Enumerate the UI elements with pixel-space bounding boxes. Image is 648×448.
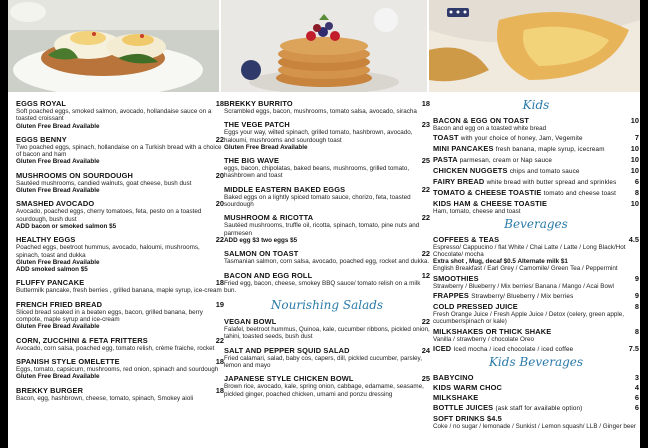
menu-item: [224, 374, 430, 398]
menu-item: [224, 213, 430, 244]
menu-item: [433, 403, 639, 413]
item-desc: tomato and cheese toast: [543, 190, 617, 198]
item-note: ADD egg $3 two eggs $5: [224, 236, 298, 244]
item-name: VEGAN BOWL: [224, 317, 277, 327]
menu-item: [224, 120, 430, 151]
item-name: MINI PANCAKES: [433, 144, 494, 154]
item-price: 22: [421, 249, 430, 259]
item-price: 25: [421, 374, 430, 384]
item-name: KIDS HAM & CHEESE TOASTIE: [433, 199, 548, 209]
item-name: SALT AND PEPPER SQUID SALAD: [224, 345, 350, 355]
section-title-salads: Nourishing Salads: [270, 298, 384, 313]
item-desc: Bacon, egg, hashbrown, cheese, tomato, spinach, Smokey aioli: [16, 394, 194, 402]
item-desc: fresh banana, maple syrup, icecream: [495, 146, 605, 154]
item-name: BACON AND EGG ROLL: [224, 270, 313, 280]
item-name: COLD PRESSED JUICE: [433, 302, 518, 312]
item-name: CHICKEN NUGGETS: [433, 166, 508, 176]
item-price: 7.5: [628, 343, 639, 353]
item-price: 9: [634, 291, 639, 301]
item-note: Extra shot , Mug, decaf $0.5 Alternate milk $1: [433, 258, 568, 266]
item-name: MILKSHAKES OR THICK SHAKE: [433, 326, 552, 336]
menu-item: [433, 344, 639, 354]
menu-item: [16, 357, 224, 381]
item-price: 6: [634, 402, 639, 412]
item-desc: Sliced bread soaked in a beaten eggs, bacon, grilled banana, berry compote, maple syrup and ice-cream: [16, 308, 203, 324]
item-desc: Strawberry/ Blueberry / Mix berries: [471, 293, 574, 301]
item-desc: Two poached eggs, spinach, hollandaise on a Turkish bread with a choice of bacon and ham: [16, 143, 222, 159]
item-name: JAPANESE STYLE CHICKEN BOWL: [224, 374, 354, 384]
menu-item: [433, 291, 639, 301]
item-desc: Vanilla / strawberry / chocolate Oreo: [433, 335, 535, 343]
menu-item: [16, 199, 224, 230]
pancakes-photo: [221, 0, 427, 92]
item-desc: English Breakfast / Earl Grey / Camomile/ Green Tea / Peppermint: [433, 265, 618, 273]
item-price: 8: [634, 302, 639, 312]
item-desc: Brown rice, avocado, kale, spring onion, cabbage, edamame, seasame, pickled ginger, poached chicken, umami and ponzu dressing: [224, 383, 424, 398]
menu-item: [16, 386, 224, 402]
menu-item: [433, 116, 639, 132]
menu-item: [224, 99, 430, 115]
menu-item: [16, 171, 224, 195]
item-price: 19: [215, 299, 224, 309]
menu-item: [433, 235, 639, 273]
item-name: ICED: [433, 343, 452, 353]
item-desc: (ask staff for available option): [495, 404, 583, 412]
menu-item: [433, 393, 639, 402]
item-note: Gluten Free Bread Available: [16, 158, 100, 166]
item-name: TOAST: [433, 133, 459, 143]
item-desc: Bacon and egg on a toasted white bread: [433, 125, 547, 132]
item-price: 22: [215, 134, 224, 144]
menu-item: [16, 235, 224, 273]
menu-item: [433, 166, 639, 176]
item-desc: Eggs, tomato, capsicum, mushrooms, red onion, spinach and sourdough: [16, 365, 219, 373]
breakfast-wrap-photo: [429, 0, 640, 92]
menu-item: [224, 271, 430, 295]
item-name: HEALTHY EGGS: [16, 235, 76, 245]
section-title-kids: Kids: [522, 98, 550, 112]
item-price: 22: [215, 235, 224, 245]
item-price: 10: [630, 144, 639, 154]
menu-item: [224, 156, 430, 180]
item-price: 22: [215, 335, 224, 345]
item-desc: Poached eggs, beetroot hummus, avocado, haloumi, mushrooms, spinach, toast and dukka: [16, 244, 200, 259]
item-name: BREKKY BURGER: [16, 385, 84, 395]
item-note: Gluten Free Bread Available: [224, 143, 308, 151]
item-name: BREKKY BURRITO: [224, 99, 293, 108]
item-desc: Sautéed mushrooms, truffle oil, ricotta, spinach, tomato, pine nuts and parmesen: [224, 222, 420, 237]
menu-item: [433, 383, 639, 392]
item-price: 18: [215, 99, 224, 108]
item-name: PASTA: [433, 155, 458, 165]
item-name: MILKSHAKE: [433, 392, 479, 402]
item-name: THE VEGE PATCH: [224, 120, 290, 130]
column-mains: [224, 99, 430, 403]
item-name: SMASHED AVOCADO: [16, 199, 95, 209]
section-title-beverages: Beverages: [504, 216, 568, 231]
item-desc: Avocado, poached eggs, cherry tomatoes, feta, pesto on a toasted sourdough, bush dust: [16, 208, 202, 223]
item-name: BOTTLE JUICES: [433, 402, 494, 412]
column-kids-beverages: [433, 97, 639, 431]
item-price: 10: [630, 199, 639, 209]
menu-item: [433, 199, 639, 215]
item-note: ADD smoked salmon $5: [16, 266, 88, 274]
item-price: 24: [421, 345, 430, 355]
menu-item: [433, 373, 639, 382]
item-desc: Fresh Orange Juice / Fresh Apple Juice / Detox (celery, green apple, cucumber/spinach or kale): [433, 311, 624, 326]
eggs-benedict-photo: [8, 0, 219, 92]
menu-item: [16, 300, 224, 331]
item-desc: Fried calamari, salad, baby cos, capers, dill, pickled cucumber, parsley, lemon and mayo: [224, 354, 422, 370]
menu-item: [16, 336, 224, 352]
item-desc: Sautéed mushrooms, candied walnuts, goat cheese, bush dust: [16, 179, 192, 187]
item-price: 18: [215, 385, 224, 395]
menu-item: [224, 185, 430, 209]
item-price: 7: [634, 133, 639, 143]
item-price: 12: [421, 270, 430, 280]
menu-item: [224, 346, 430, 370]
item-name: SMOOTHIES: [433, 273, 479, 283]
photo-strip: [8, 0, 640, 92]
item-desc: Baked eggs on a lightly spiced tomato sauce, chorizo, feta, toasted sourdough: [224, 193, 411, 209]
menu-item: [433, 414, 639, 430]
item-desc: parmesan, cream or Nap sauce: [459, 157, 553, 165]
item-name: KIDS WARM CHOC: [433, 382, 503, 392]
item-name: TOMATO & CHEESE TOASTIE: [433, 188, 542, 198]
menu-item: [433, 155, 639, 165]
item-desc: Eggs your way, wilted spinach, grilled tomato, hashbrown, avocado, haloumi, mushrooms and sourdough toast: [224, 129, 413, 144]
item-price: 20: [215, 199, 224, 209]
menu-item: [16, 99, 224, 130]
item-name: SALMON ON TOAST: [224, 249, 299, 259]
menu-item: [433, 144, 639, 154]
item-name: MUSHROOMS ON SOURDOUGH: [16, 170, 134, 180]
item-desc: Coke / no sugar / lemonade / Sunkist / Lemon squash/ LLB / Ginger beer: [433, 422, 637, 430]
item-price: 23: [421, 120, 430, 130]
item-price: 6: [634, 177, 639, 187]
item-note: Gluten Free Bread Available: [16, 187, 100, 195]
item-name: THE BIG WAVE: [224, 156, 280, 166]
item-name: BABYCINO: [433, 372, 474, 382]
menu-item: [433, 133, 639, 143]
item-desc: Fried egg, bacon, cheese, smokey BBQ sauce/ tomato relish on a milk bun.: [224, 279, 421, 294]
item-desc: chips and tomato sauce: [509, 168, 580, 176]
item-price: 18: [215, 356, 224, 366]
item-desc: Ham, tomato, cheese and toast: [433, 208, 521, 216]
item-name: SOFT DRINKS $4.5: [433, 413, 502, 423]
section-title-kids-beverages: Kids Beverages: [488, 354, 584, 369]
item-price: 18: [421, 99, 430, 108]
item-price: 3: [634, 372, 639, 382]
menu-item: [16, 278, 224, 294]
item-desc: Strawberry / Blueberry / Mix berries/ Banana / Mango / Acai Bowl: [433, 282, 614, 290]
item-desc: with your choice of honey, Jam, Vegemite: [460, 135, 583, 143]
item-name: MIDDLE EASTERN BAKED EGGS: [224, 184, 346, 194]
item-desc: Buttermilk pancake, fresh berries , grilled banana, maple syrup, ice-cream: [16, 287, 222, 295]
menu-item: [224, 249, 430, 265]
item-price: 20: [215, 170, 224, 180]
item-desc: Iced mocha / iced chocolate / iced coffee: [453, 345, 574, 353]
item-desc: Scrambled eggs, bacon, mushrooms, tomato salsa, avocado, siracha: [224, 108, 417, 115]
item-price: 10: [630, 155, 639, 165]
menu-item: [433, 327, 639, 343]
item-note: Gluten Free Bread Available: [16, 373, 100, 381]
item-price: 4.5: [628, 234, 639, 244]
menu-item: [433, 302, 639, 326]
item-name: CORN, ZUCCHINI & FETA FRITTERS: [16, 335, 148, 345]
item-desc: Tasmanian salmon, corn salsa, avocado, poached egg, rocket and dukka.: [224, 258, 430, 266]
item-price: 6: [634, 392, 639, 402]
column-breakfast: [16, 99, 224, 407]
menu-item: [433, 177, 639, 187]
menu-item: [433, 188, 639, 198]
item-desc: Soft poached eggs, smoked salmon, avocado, hollandaise sauce on a toasted croissant: [16, 108, 212, 123]
item-note: Gluten Free Bread Available: [16, 122, 100, 130]
item-price: 8: [634, 326, 639, 336]
item-note: ADD bacon or smoked salmon $5: [16, 222, 117, 230]
menu-page: [8, 0, 640, 448]
item-name: COFFEES & TEAS: [433, 234, 500, 244]
item-price: 22: [421, 213, 430, 223]
item-price: 25: [421, 156, 430, 166]
item-name: EGGS BENNY: [16, 134, 67, 144]
item-price: 22: [421, 317, 430, 327]
item-price: 18: [215, 278, 224, 288]
item-name: FAIRY BREAD: [433, 177, 485, 187]
item-note: Gluten Free Bread Available: [16, 323, 100, 331]
item-price: 10: [630, 166, 639, 176]
item-note: Gluten Free Bread Available: [16, 258, 100, 266]
item-price: 10: [630, 116, 639, 125]
item-desc: Falafel, beetroot hummus, Quinoa, kale, cucumber ribbons, pickled onion, tahini, toasted seeds, bush dust: [224, 326, 430, 341]
menu-item: [433, 274, 639, 290]
item-name: FLUFFY PANCAKE: [16, 278, 85, 288]
menu-item: [16, 135, 224, 166]
item-price: 4: [634, 382, 639, 392]
item-price: 8: [634, 188, 639, 198]
item-desc: eggs, bacon, chipolatas, baked beans, mushrooms, grilled tomato, hashbrown and toast: [224, 165, 410, 180]
item-desc: white bread with butter spread and sprinkles: [486, 179, 617, 187]
item-desc: Avocado, corn salsa, poached egg, tomato relish, crème fraiche, rocket: [16, 344, 215, 352]
item-desc: Espresso/ Cappucino / flat White / Chai Latte / Latte / Long Black/Hot Chocolate/ mocha: [433, 243, 626, 258]
item-name: FRENCH FRIED BREAD: [16, 299, 103, 309]
item-price: 22: [421, 184, 430, 194]
item-name: EGGS ROYAL: [16, 99, 67, 108]
item-name: BACON & EGG ON TOAST: [433, 116, 530, 125]
item-name: SPANISH STYLE OMELETTE: [16, 356, 120, 366]
menu-item: [224, 317, 430, 341]
item-price: 9: [634, 273, 639, 283]
item-name: MUSHROOM & RICOTTA: [224, 213, 314, 223]
item-name: FRAPPES: [433, 291, 469, 301]
